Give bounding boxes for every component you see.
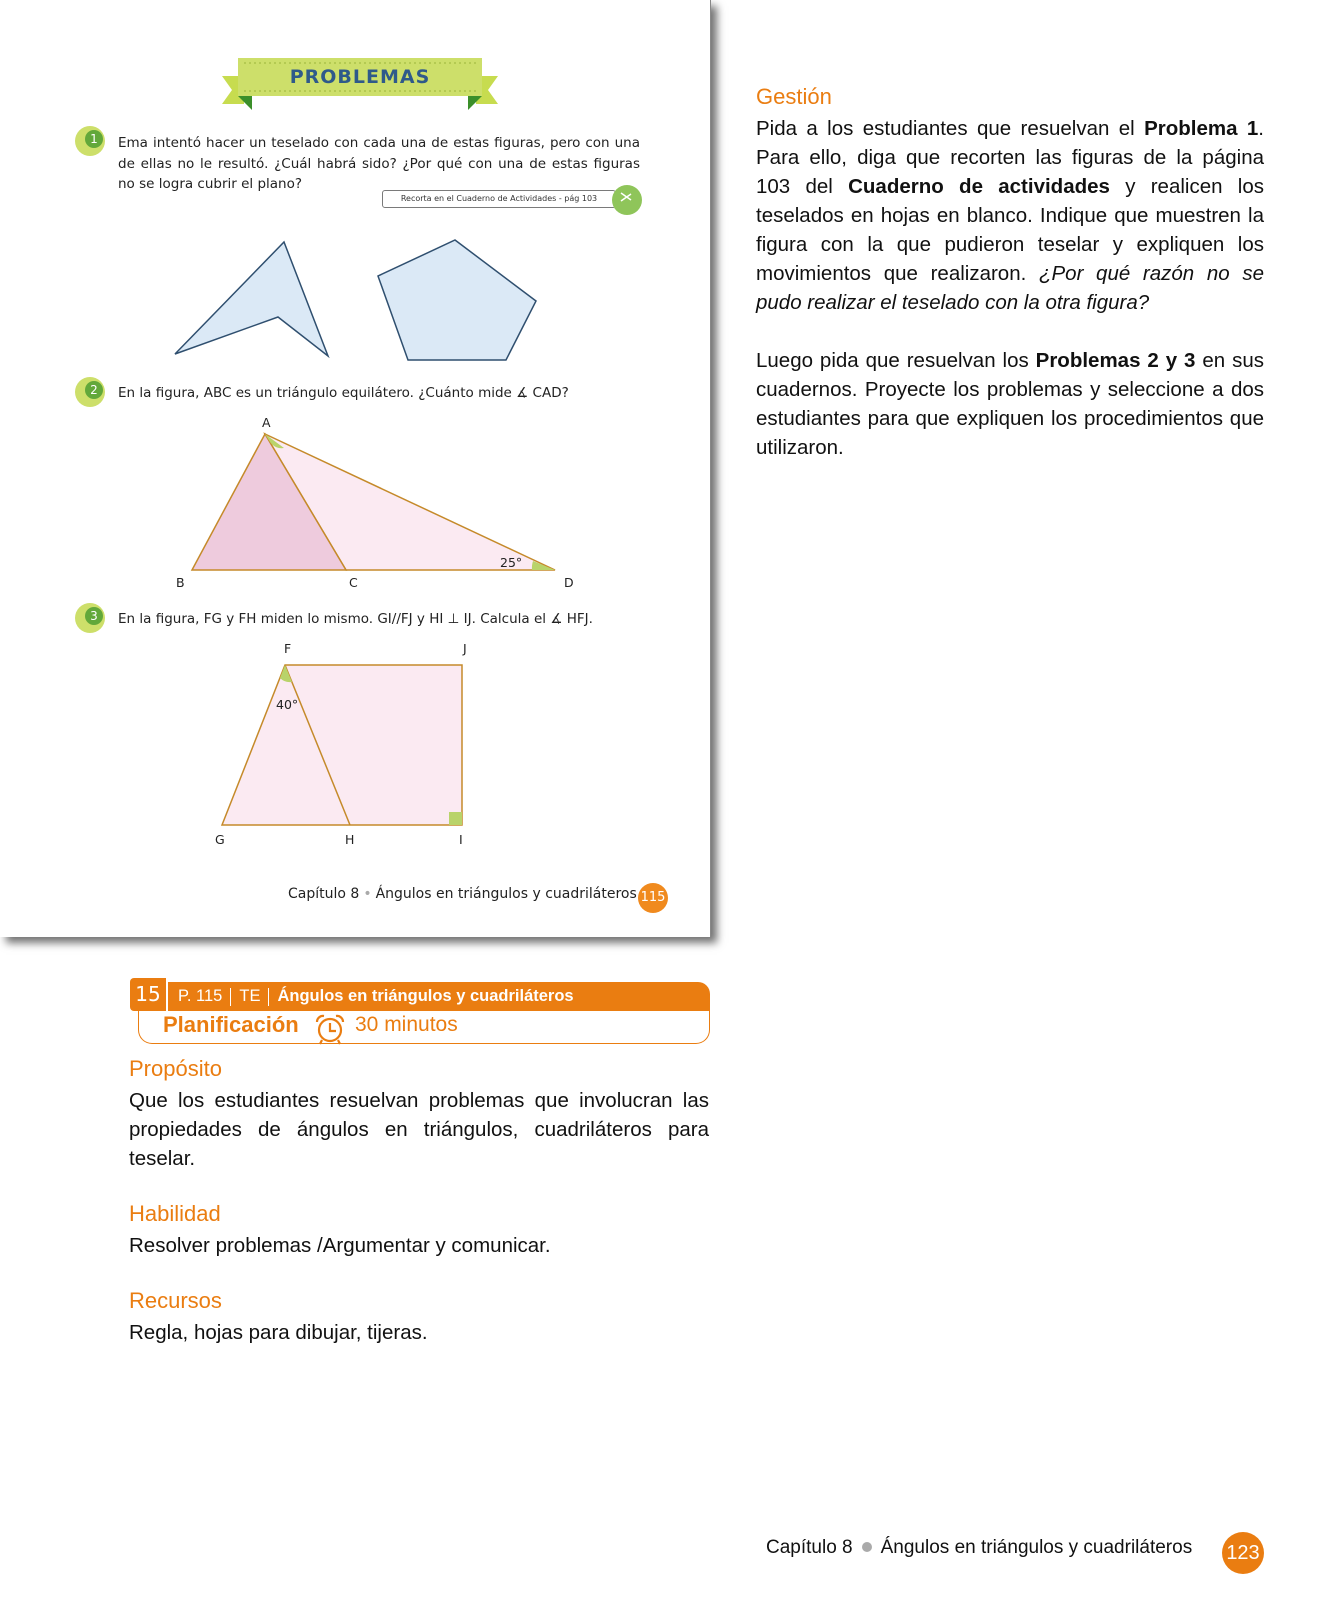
page-number: 123 [1222,1532,1264,1574]
recursos-text: Regla, hojas para dibujar, tijeras. [129,1321,428,1344]
lesson-type: TE [239,987,261,1005]
proposito-text: Que los estudiantes resuelvan problemas que involucran las propiedades de ángulos en triángulos, cuadriláteros para teselar. [129,1089,709,1170]
student-page-number: 115 [638,883,668,913]
vertex-label-i: I [459,832,463,847]
gestion-paragraph-1: Pida a los estudiantes que resuelvan el Problema 1. Para ello, diga que recorten las figuras de la página 103 del Cuaderno de actividades y realicen los teselados en hojas en blanco. Indique que muestren la figura con la que pudieron teselar y expliquen los movimientos que realizaron. ¿Por qué razón no se pudo realizar el teselado con la otra figura? [756,117,1264,314]
habilidad-text: Resolver problemas /Argumentar y comunicar. [129,1234,551,1257]
vertex-label-h: H [345,832,355,847]
vertex-label-f: F [284,641,292,656]
proposito-heading: Propósito [129,1056,222,1081]
problemas-banner [222,58,498,110]
planning-time: 30 minutos [355,1013,458,1036]
alarm-clock-icon [313,1013,347,1045]
page-footer [766,1537,1192,1559]
vertex-label-b: B [176,575,185,590]
angle-label-25: 25° [500,555,523,570]
triangle-abcd-figure [180,430,570,575]
page-ref: P. 115 [178,987,223,1005]
angle-label-40: 40° [276,697,299,712]
lesson-header-bar [168,982,710,1011]
footer-bullet [862,1542,872,1552]
problem-3-number: 3 [75,603,105,633]
student-page-footer: Capítulo 8 • Ángulos en triángulos y cuadriláteros [288,886,637,902]
problem-1-text: Ema intentó hacer un teselado con cada una de estas figuras, pero con una de ellas no le resultó. ¿Cuál habrá sido? ¿Por qué con una de estas figuras no se logra cubrir el plano? [118,135,640,192]
lesson-title: Ángulos en triángulos y cuadriláteros [277,987,574,1005]
student-page-thumbnail [0,0,711,937]
vertex-label-d: D [564,575,574,590]
problem-2-text: En la figura, ABC es un triángulo equilátero. ¿Cuánto mide ∡ CAD? [118,385,569,401]
banner-title: PROBLEMAS [289,66,431,88]
vertex-label-c: C [349,575,358,590]
habilidad-heading: Habilidad [129,1201,221,1226]
pentagon-shape [378,240,536,360]
quadrilateral-fghij-figure [220,660,470,830]
gestion-heading: Gestión [756,84,832,109]
problem-2-number: 2 [75,377,105,407]
problem-1-number: 1 [75,126,105,156]
tessellation-figures [170,236,550,376]
vertex-label-a: A [262,415,271,430]
concave-dart-shape [175,242,328,356]
footer-title: Ángulos en triángulos y cuadriláteros [880,1537,1193,1558]
planning-label: Planificación [163,1012,299,1037]
vertex-label-j: J [463,641,467,656]
cutout-note: Recorta en el Cuaderno de Actividades - pág 103 [382,190,616,208]
lesson-number: 15 [130,978,166,1011]
recursos-heading: Recursos [129,1288,222,1313]
vertex-label-g: G [215,832,225,847]
footer-chapter: Capítulo 8 [766,1537,853,1558]
gestion-paragraph-2: Luego pida que resuelvan los Problemas 2 y 3 en sus cuadernos. Proyecte los problemas y seleccione a dos estudiantes para que expliquen los procedimientos que utilizaron. [756,349,1264,459]
problem-3-text: En la figura, FG y FH miden lo mismo. GI//FJ y HI ⊥ IJ. Calcula el ∡ HFJ. [118,611,593,627]
scissors-icon [612,185,642,215]
